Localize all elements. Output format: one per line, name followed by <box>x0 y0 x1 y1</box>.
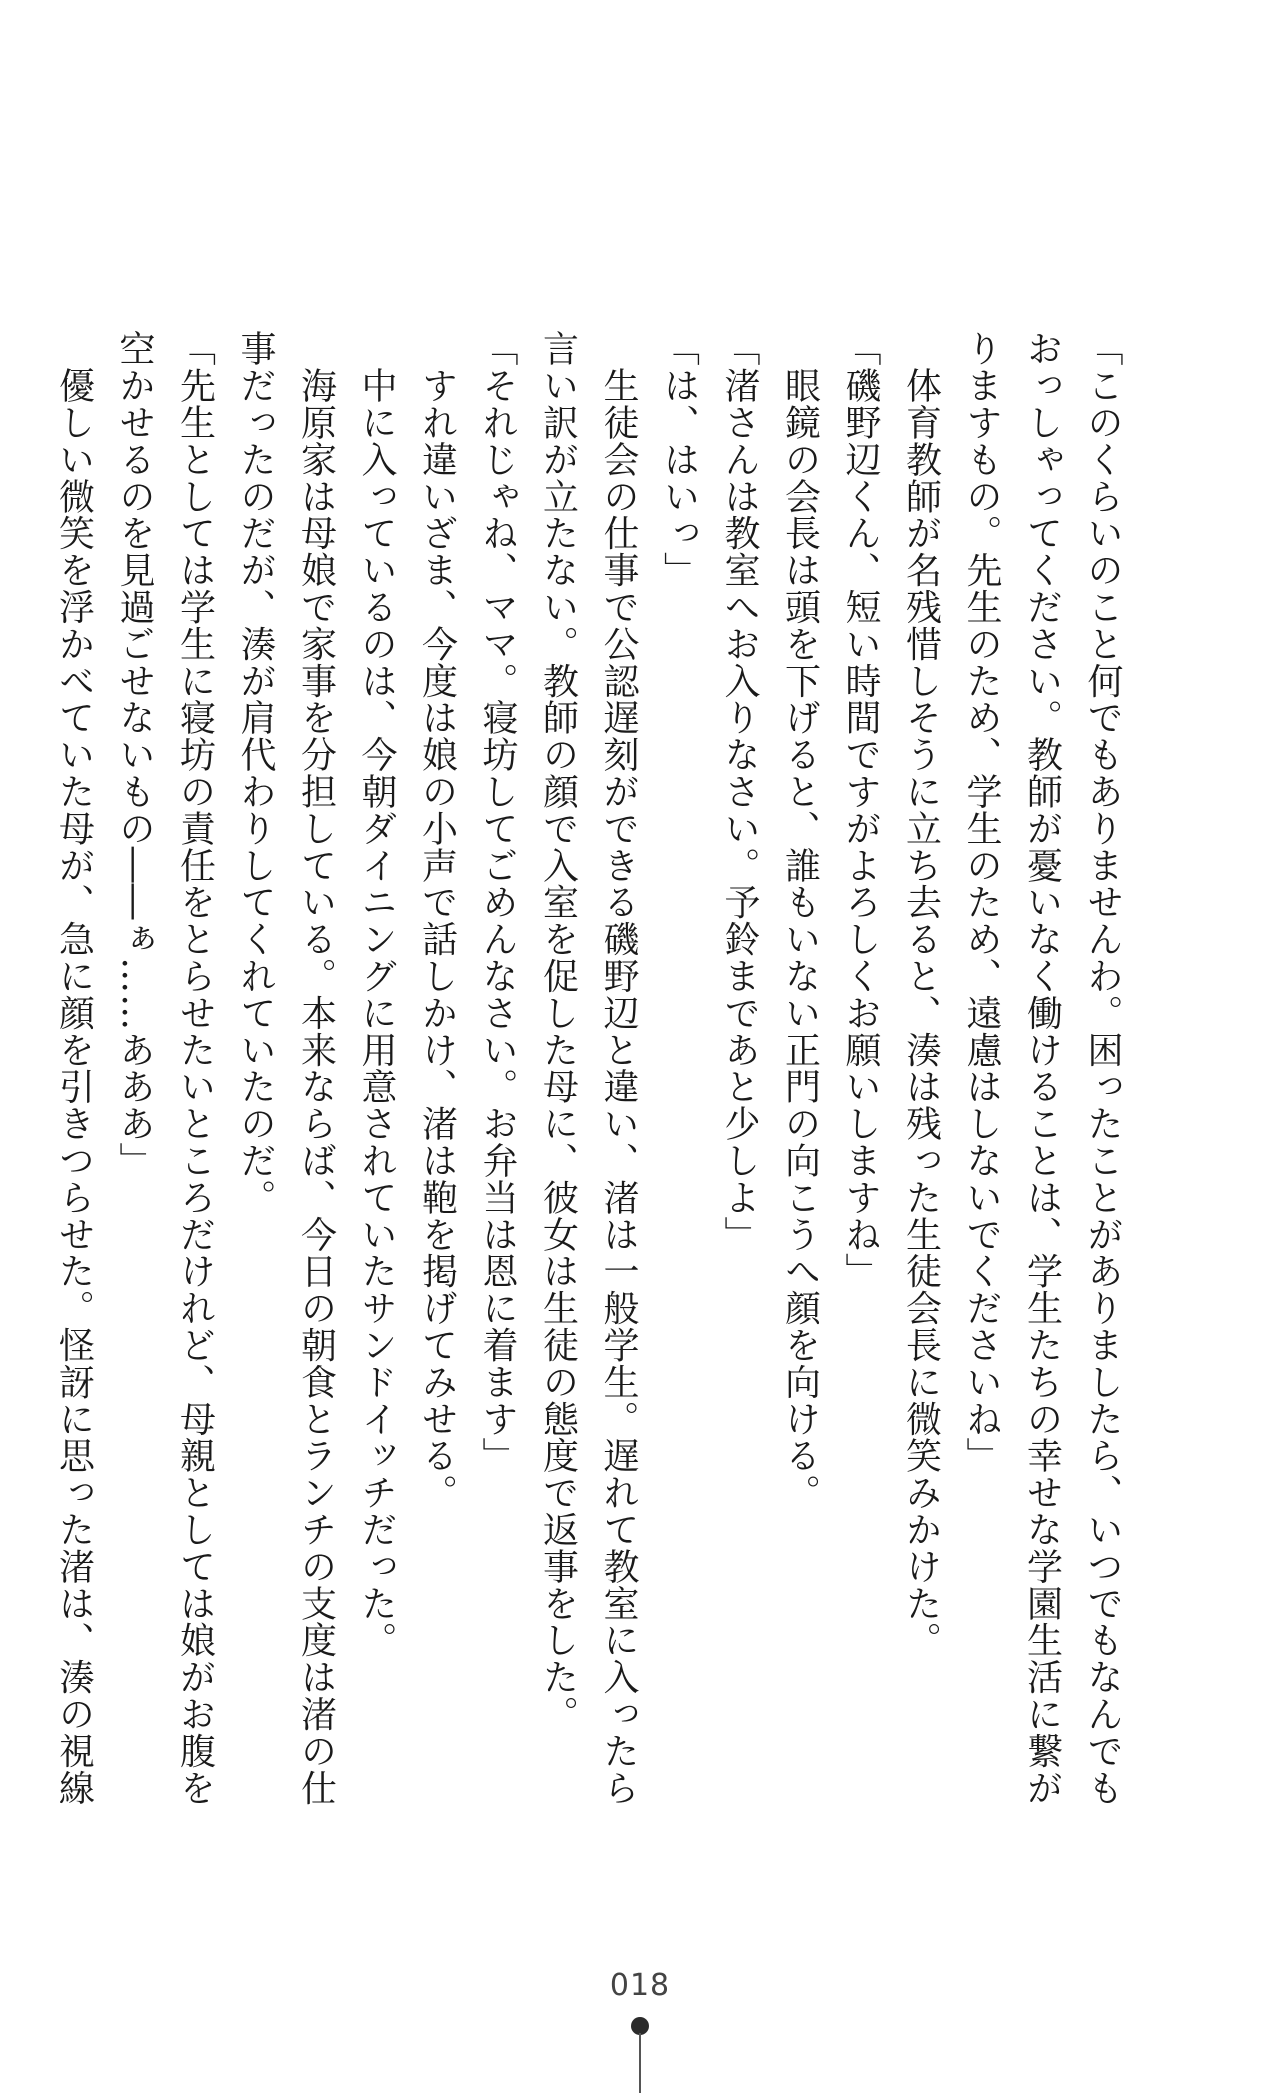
text-line: 「先生としては学生に寝坊の責任をとらせたいところだけれど、母親としては娘がお腹を <box>174 330 216 1806</box>
text-line: 言い訳が立たない。教師の顔で入室を促した母に、彼女は生徒の態度で返事をした。 <box>537 330 579 1733</box>
page-number: 018 <box>609 1968 671 2003</box>
text-line: 空かせるのを見過ごせないもの――ぁ……あああ」 <box>114 330 155 1179</box>
novel-text-block <box>43 330 1132 1806</box>
text-line: おっしゃってください。教師が憂いなく働けることは、学生たちの幸せな学園生活に繋が <box>1021 330 1063 1806</box>
text-line: 海原家は母娘で家事を分担している。本来ならば、今日の朝食とランチの支度は渚の仕 <box>295 330 337 1806</box>
text-line: 優しい微笑を浮かべていた母が、急に顔を引きつらせた。怪訝に思った渚は、湊の視線 <box>53 330 95 1806</box>
text-line: 事だったのだが、湊が肩代わりしてくれていたのだ。 <box>235 330 276 1216</box>
text-line: 「渚さんは教室へお入りなさい。予鈴まであと少しよ」 <box>719 330 760 1253</box>
text-line: 体育教師が名残惜しそうに立ち去ると、湊は残った生徒会長に微笑みかけた。 <box>900 330 942 1659</box>
text-line: 生徒会の仕事で公認遅刻ができる磯野辺と違い、渚は一般学生。遅れて教室に入ったら <box>598 330 639 1806</box>
page-marker-line <box>639 2033 641 2093</box>
text-line: 「は、はいっ」 <box>658 330 700 589</box>
text-line: 「磯野辺くん、短い時間ですがよろしくお願いしますね」 <box>840 330 881 1290</box>
text-line: 「このくらいのこと何でもありませんわ。困ったことがありましたら、いつでもなんでも <box>1082 330 1123 1806</box>
text-line: すれ違いざま、今度は娘の小声で話しかけ、渚は鞄を掲げてみせる。 <box>416 330 458 1511</box>
text-line: 中に入っているのは、今朝ダイニングに用意されていたサンドイッチだった。 <box>356 330 397 1659</box>
text-line: 「それじゃね、ママ。寝坊してごめんなさい。お弁当は恩に着ます」 <box>477 330 518 1474</box>
text-line: 眼鏡の会長は頭を下げると、誰もいない正門の向こうへ顔を向ける。 <box>779 330 821 1511</box>
text-line: りますもの。先生のため、学生のため、遠慮はしないでくださいね」 <box>961 330 1002 1474</box>
